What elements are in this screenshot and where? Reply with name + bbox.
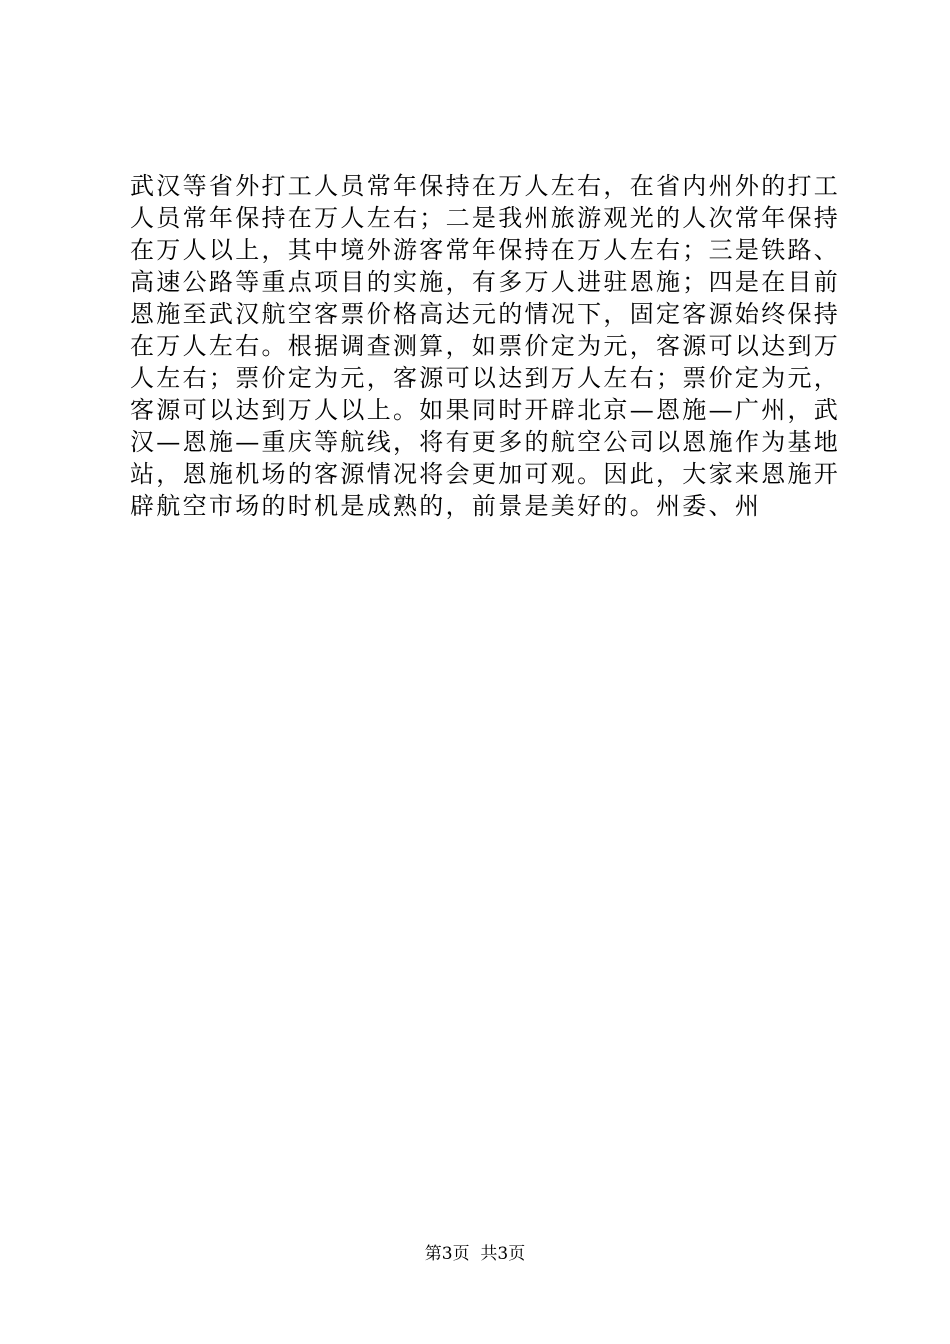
page-footer: 第3页 共3页 [424,1244,526,1264]
paragraph-line: 人左右；票价定为元，客源可以达到万人左右；票价定为元， [130,364,841,392]
paragraph-line: 高速公路等重点项目的实施，有多万人进驻恩施；四是在目前 [130,268,841,296]
paragraph-line: 汉—恩施—重庆等航线，将有更多的航空公司以恩施作为基地 [130,428,841,456]
paragraph-line: 在万人以上，其中境外游客常年保持在万人左右；三是铁路、 [130,236,841,264]
paragraph-line: 武汉等省外打工人员常年保持在万人左右，在省内州外的打工 [130,172,841,200]
body-paragraph [130,170,841,522]
paragraph-line: 恩施至武汉航空客票价格高达元的情况下，固定客源始终保持 [130,300,841,328]
paragraph-line: 辟航空市场的时机是成熟的，前景是美好的。州委、州 [130,492,762,520]
paragraph-line: 站，恩施机场的客源情况将会更加可观。因此，大家来恩施开 [130,460,841,488]
paragraph-line: 在万人左右。根据调查测算，如票价定为元，客源可以达到万 [130,332,841,360]
paragraph-line: 客源可以达到万人以上。如果同时开辟北京—恩施—广州，武 [130,396,841,424]
paragraph-line: 人员常年保持在万人左右；二是我州旅游观光的人次常年保持 [130,204,841,232]
